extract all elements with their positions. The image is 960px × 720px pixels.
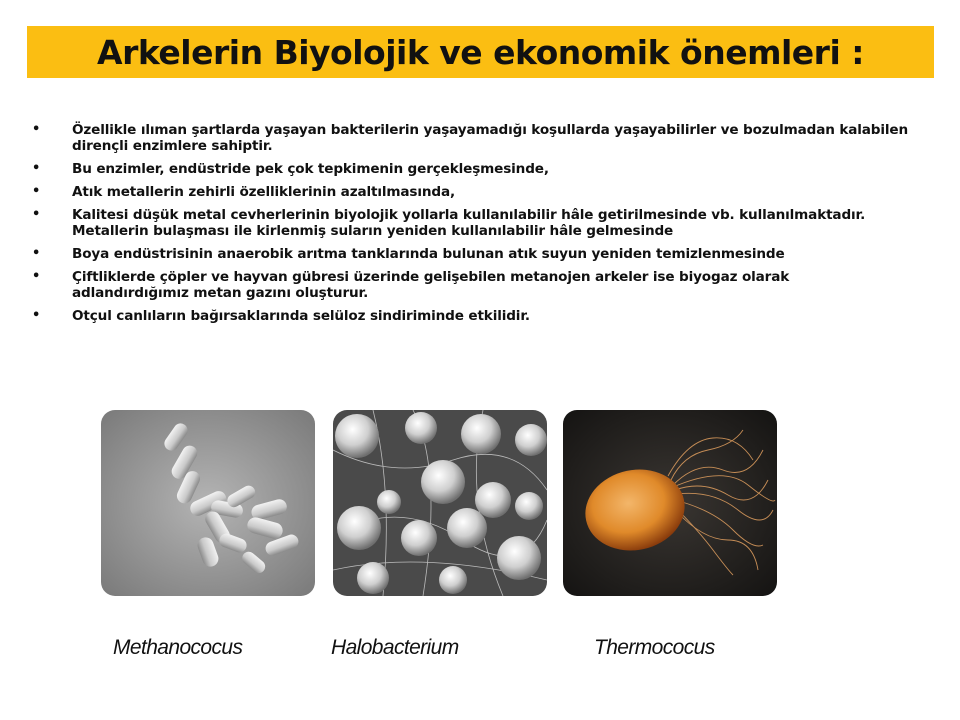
bullet-icon: • xyxy=(32,246,41,261)
bullet-text: Kalitesi düşük metal cevherlerinin biyolojik yollarla kullanılabilir hâle getirilmesinde vb. kullanılmaktadır. Metallerin bulaşması ile kirlenmiş suların yeniden kullanılabilir hâle gelmesinde xyxy=(72,207,866,239)
bullet-item xyxy=(30,122,910,154)
bullet-icon: • xyxy=(32,184,41,199)
bullet-icon: • xyxy=(32,122,41,137)
bullet-item xyxy=(30,184,910,200)
bullet-icon: • xyxy=(32,161,41,176)
bullet-text: Çiftliklerde çöpler ve hayvan gübresi üzerinde gelişebilen metanojen arkeler ise biyogaz olarak adlandırdığımız metan gazını oluşturur. xyxy=(72,269,790,301)
bullet-icon: • xyxy=(32,269,41,284)
bullet-text: Boya endüstrisinin anaerobik arıtma tanklarında bulunan atık suyun yeniden temizlenmesinde xyxy=(72,246,785,262)
bullet-item xyxy=(30,207,910,239)
bullet-list xyxy=(30,122,910,331)
bullet-text: Otçul canlıların bağırsaklarında selüloz sindiriminde etkilidir. xyxy=(72,308,530,324)
bullet-icon: • xyxy=(32,308,41,323)
bullet-item xyxy=(30,161,910,177)
bullet-text: Atık metallerin zehirli özelliklerinin azaltılmasında, xyxy=(72,184,455,200)
bullet-text: Özellikle ılıman şartlarda yaşayan bakterilerin yaşayamadığı koşullarda yaşayabilirler ve bozulmadan kalabilen dirençli enzimlere sahiptir. xyxy=(72,122,908,154)
bullet-text: Bu enzimler, endüstride pek çok tepkimenin gerçekleşmesinde, xyxy=(72,161,549,177)
thermococus-image xyxy=(563,410,777,596)
methanococus-caption: Methanococus xyxy=(113,636,243,659)
halobacterium-caption: Halobacterium xyxy=(331,636,459,659)
bullet-item xyxy=(30,308,910,324)
methanococus-image xyxy=(101,410,315,596)
slide-title: Arkelerin Biyolojik ve ekonomik önemleri : xyxy=(97,32,864,72)
halobacterium-image xyxy=(333,410,547,596)
bullet-icon: • xyxy=(32,207,41,222)
bullet-item xyxy=(30,269,910,301)
thermococus-caption: Thermococus xyxy=(594,636,715,659)
bullet-item xyxy=(30,246,910,262)
title-banner xyxy=(27,26,934,78)
